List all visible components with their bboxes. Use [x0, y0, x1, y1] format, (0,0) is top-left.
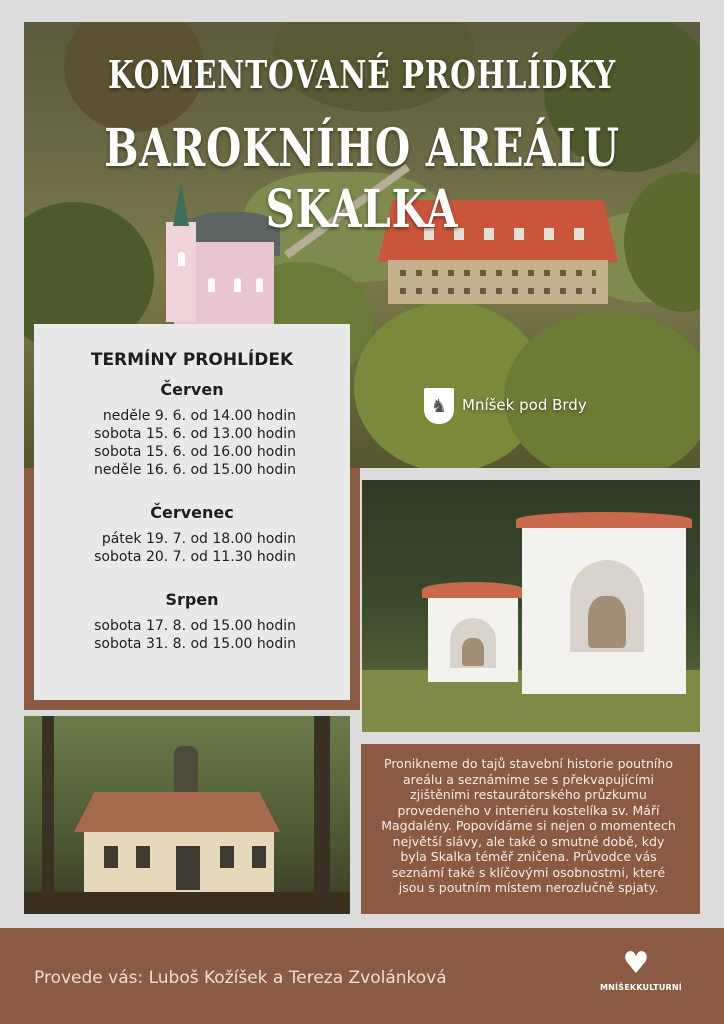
guides-text: Provede vás: Luboš Kožíšek a Tereza Zvolánková	[34, 968, 447, 988]
small-shrine	[428, 592, 518, 682]
heart-hands-icon: ♥	[622, 946, 650, 981]
chapels-photo	[362, 480, 700, 732]
footer	[0, 928, 724, 1024]
pavilion-photo	[24, 716, 350, 914]
title-line-1: KOMENTOVANÉ PROHLÍDKY	[108, 52, 616, 97]
tour-date: sobota 31. 8. od 15.00 hodin	[94, 636, 296, 652]
tour-date: sobota 17. 8. od 15.00 hodin	[94, 618, 296, 634]
mnisek-kulturni-logo: MNÍŠEKKULTURNÍ	[600, 983, 682, 992]
title-line-2: BAROKNÍHO AREÁLU SKALKA	[104, 118, 620, 240]
schedule-box	[34, 324, 350, 700]
tour-date: sobota 15. 6. od 13.00 hodin	[94, 426, 296, 442]
tour-date: sobota 20. 7. od 11.30 hodin	[94, 549, 296, 565]
month-heading: Červen	[160, 380, 224, 399]
month-heading: Červenec	[150, 503, 234, 522]
tour-date: neděle 16. 6. od 15.00 hodin	[94, 462, 296, 478]
town-name: Mníšek pod Brdy	[462, 396, 587, 414]
month-heading: Srpen	[165, 590, 219, 609]
coat-of-arms-icon: ♞	[424, 388, 454, 424]
large-shrine	[522, 522, 686, 694]
tour-date: sobota 15. 6. od 16.00 hodin	[94, 444, 296, 460]
description-text: Pronikneme do tajů stavební historie poutního areálu a seznámíme se s překvapujícími zjištěními restaurátorského průzkumu provedeného v interiéru kostelíka sv. Máří Magdalény. Popovídáme si nejen o momentech největší slávy, ale také o smutné době, kdy byla Skalka téměř zničena. Průvodce vás seznámí také s klíčovými osobnostmi, které jsou s poutním místem nerozlučně spjaty.	[361, 744, 700, 914]
tour-date: neděle 9. 6. od 14.00 hodin	[102, 408, 296, 424]
tour-date: pátek 19. 7. od 18.00 hodin	[101, 531, 296, 547]
schedule-heading: TERMÍNY PROHLÍDEK	[90, 350, 294, 370]
